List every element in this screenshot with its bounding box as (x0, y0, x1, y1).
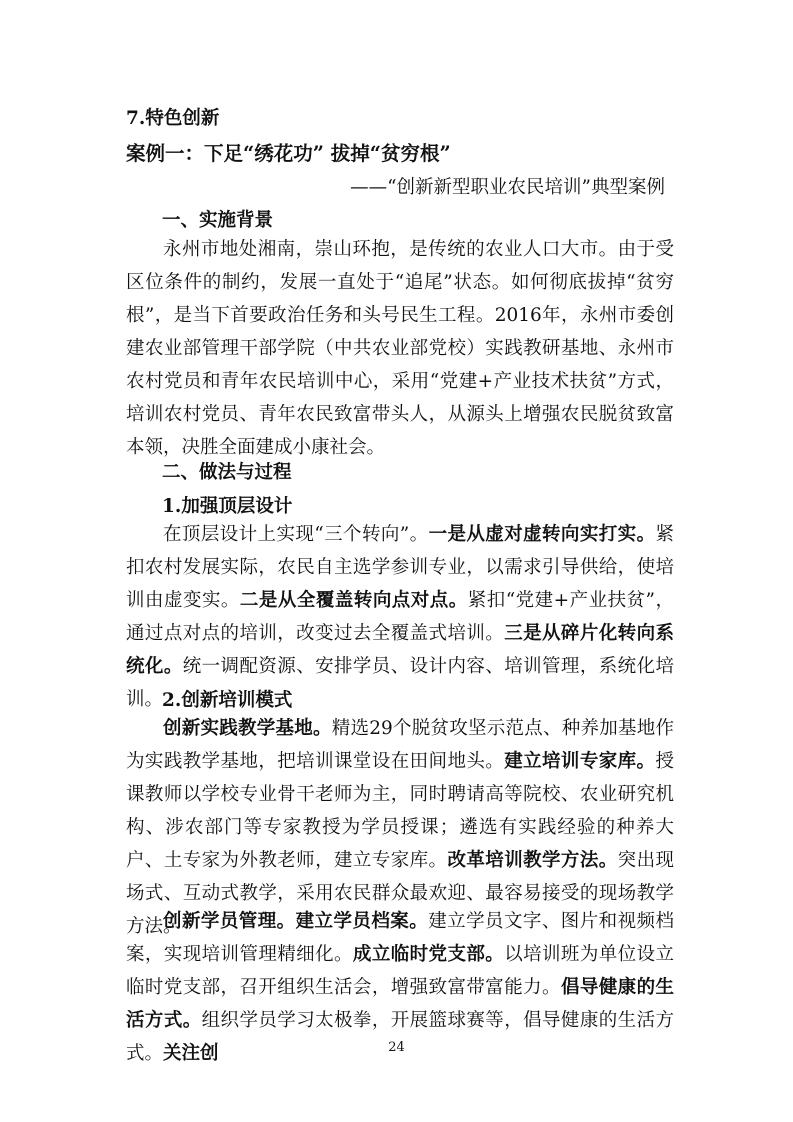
sub2p2-bold-1: 创新学员管理。建立学员档案。 (163, 911, 429, 932)
sub2p2-text-1: 建立学员文字、图片和视频档案，实现培训管理精细化。 (126, 911, 674, 965)
sub2p1-bold-2: 建立培训专家库。 (504, 751, 656, 772)
sub2p1-text-3: 突出现场式、互动式教学，采用农民群众最欢迎、最容易接受的现场教学方法。 (126, 850, 674, 937)
sub1-bold-2: 二是从全覆盖转向点对点。 (239, 590, 468, 611)
sub2p2-text-2: 以培训班为单位设立临时党支部，召开组织生活会，增强致富带富能力。 (126, 944, 674, 998)
sec1-title: 一、实施背景 (162, 210, 274, 231)
sub2p1-bold-3: 改革培训教学方法。 (447, 850, 618, 871)
case-subtitle: ——“创新新型职业农民培训”典型案例 (350, 177, 665, 198)
sub2-title: 2.创新培训模式 (162, 690, 293, 711)
sub2p1-text-1: 精选29个脱贫攻坚示范点、种养加基地作为实践教学基地，把培训课堂设在田间地头。 (126, 718, 674, 772)
sub2p2-bold-4: 关注创 (163, 1043, 219, 1064)
sec1-paragraph: 永州市地处湘南，崇山环抱，是传统的农业人口大市。由于受区位条件的制约，发展一直处于“追尾”状态。如何彻底拔掉“贫穷根”，是当下首要政治任务和头号民生工程。2016年，永州市委创建农业部管理干部学院（中共农业部党校）实践教研基地、永州市农村党员和青年农民培训中心，采用“党建+产业技术扶贫”方式，培训农村党员、青年农民致富带头人，从源头上增强农民脱贫致富本领，决胜全面建成小康社会。 (126, 239, 674, 458)
case-title: 案例一：下足“绣花功” 拔掉“贫穷根” (126, 142, 451, 165)
sub2p1-text-2: 授课教师以学校专业骨干老师为主，同时聘请高等院校、农业研究机构、涉农部门等专家教授为学员授课；遴选有实践经验的种养大户、土专家为外教老师，建立专家库。 (126, 751, 674, 871)
section-heading: 7.特色创新 (126, 108, 220, 129)
sec2-title: 二、做法与过程 (162, 462, 292, 483)
sub2p2-bold-3: 倡导健康的生活方式。 (126, 977, 674, 1031)
sub1-bold-3: 三是从碎片化转向系统化。 (126, 623, 674, 677)
sub2p1-bold-1: 创新实践教学基地。 (163, 718, 332, 739)
sub1-text-4: 统一调配资源、安排学员、设计内容、培训管理，系统化培训。 (126, 656, 674, 710)
sub2p2-text-3: 组织学员学习太极拳，开展篮球赛等，倡导健康的生活方式。 (126, 1010, 674, 1064)
sub1-title: 1.加强顶层设计 (162, 496, 293, 517)
sub1-text-1: 在顶层设计上实现“三个转向”。 (163, 524, 429, 545)
sub1-bold-1: 一是从虚对虚转向实打实。 (428, 524, 656, 545)
page-number: 24 (388, 1040, 405, 1055)
sub1-text-3: 紧扣“党建+产业扶贫”，通过点对点的培训，改变过去全覆盖式培训。 (126, 590, 674, 644)
sub2p2-bold-2: 成立临时党支部。 (352, 944, 505, 965)
sub1-text-2: 紧扣农村发展实际，农民自主选学参训专业，以需求引导供给，使培训由虚变实。 (126, 524, 674, 611)
